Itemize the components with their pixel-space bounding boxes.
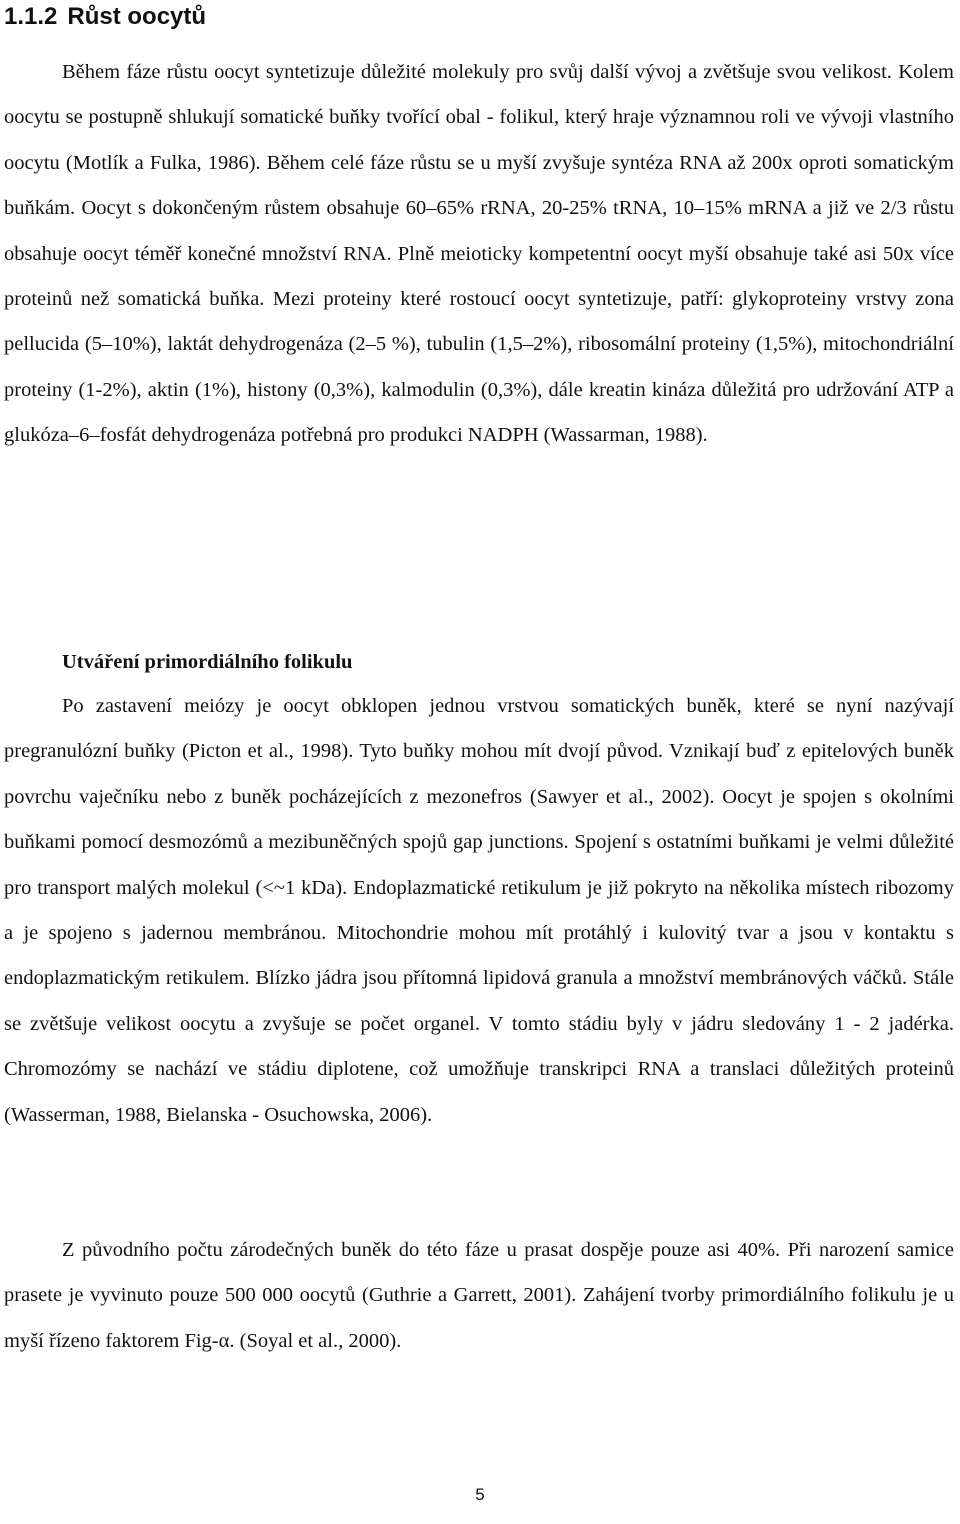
paragraph-oocyte-growth	[4, 50, 954, 459]
paragraph-text: Po zastavení meiózy je oocyt obklopen jednou vrstvou somatických buněk, které se nyní nazývají pregranulózní buňky (Picton et al., 1998). Tyto buňky mohou mít dvojí původ. Vznikají buď z epitelových buněk povrchu vaječníku nebo z buněk pocházejících z mezonefros (Sawyer et al., 2002). Oocyt je spojen s okolními buňkami pomocí desmozómů a mezibuněčných spojů gap junctions. Spojení s ostatními buňkami je velmi důležité pro transport malých molekul (<~1 kDa). Endoplazmatické retikulum je již pokryto na několika místech ribozomy a je spojeno s jadernou membránou. Mitochondrie mohou mít protáhlý i kulovitý tvar a jsou v kontaktu s endoplazmatickým retikulem. Blízko jádra jsou přítomná lipidová granula a množství membránových váčků. Stále se zvětšuje velikost oocytu a zvyšuje se počet organel. V tomto stádiu byly v jádru sledovány 1 - 2 jadérka. Chromozómy se nachází ve stádiu diplotene, což umožňuje transkripci RNA a translaci důležitých proteinů (Wasserman, 1988, Bielanska - Osuchowska, 2006).	[4, 695, 954, 1126]
page-number: 5	[475, 1485, 485, 1504]
paragraph-germ-cell-count	[4, 1228, 954, 1364]
section-title: Růst oocytů	[67, 3, 207, 30]
subheading-primordial-follicle: Utváření primordiálního folikulu	[62, 651, 353, 673]
paragraph-text: Z původního počtu zárodečných buněk do této fáze u prasat dospěje pouze asi 40%. Při narození samice prasete je vyvinuto pouze 500 000 oocytů (Guthrie a Garrett, 2001). Zahájení tvorby primordiálního folikulu je u myší řízeno faktorem Fig-α. (Soyal et al., 2000).	[4, 1239, 954, 1352]
paragraph-follicle-formation	[4, 684, 954, 1138]
section-number: 1.1.2	[4, 3, 58, 30]
section-heading	[4, 0, 206, 34]
paragraph-text: Během fáze růstu oocyt syntetizuje důležité molekuly pro svůj další vývoj a zvětšuje svou velikost. Kolem oocytu se postupně shlukují somatické buňky tvořící obal - folikul, který hraje významnou roli ve vývoji vlastního oocytu (Motlík a Fulka, 1986). Během celé fáze růstu se u myší zvyšuje syntéza RNA až 200x oproti somatickým buňkám. Oocyt s dokončeným růstem obsahuje 60–65% rRNA, 20-25% tRNA, 10–15% mRNA a již ve 2/3 růstu obsahuje oocyt téměř konečné množství RNA. Plně meioticky kompetentní oocyt myší obsahuje také asi 50x více proteinů než somatická buňka. Mezi proteiny které rostoucí oocyt syntetizuje, patří: glykoproteiny vrstvy zona pellucida (5–10%), laktát dehydrogenáza (2–5 %), tubulin (1,5–2%), ribosomální proteiny (1,5%), mitochondriální proteiny (1-2%), aktin (1%), histony (0,3%), kalmodulin (0,3%), dále kreatin kináza důležitá pro udržování ATP a glukóza–6–fosfát dehydrogenáza potřebná pro produkci NADPH (Wassarman, 1988).	[4, 61, 954, 447]
